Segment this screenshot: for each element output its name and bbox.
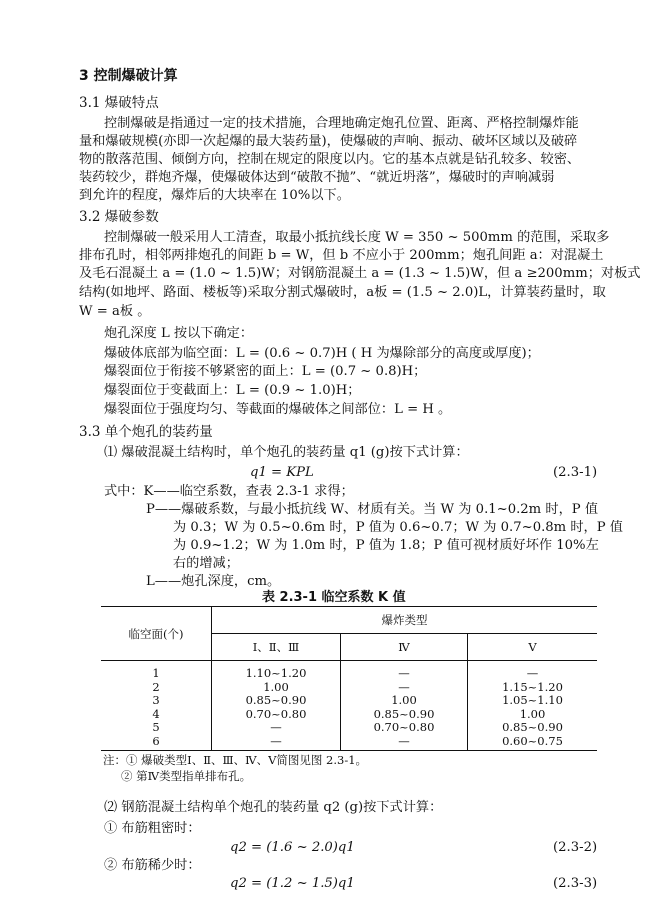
table-cell: 6 [152, 733, 160, 748]
paragraph-line: 物的散落范围、倾倒方向，控制在规定的限度以内。它的基本点就是钻孔较多、较密、 [79, 152, 581, 167]
equation-2-3-2: q2 = (1.6 ~ 2.0)q1 [230, 840, 355, 855]
table-cell: 1.15~1.20 [502, 679, 563, 694]
coefficient-table [101, 606, 597, 751]
table-column-3 [468, 661, 598, 751]
table-header-cell: 临空面(个) [101, 607, 212, 661]
table-cell: — [270, 733, 282, 748]
where-line: 为 0.3；W 为 0.5~0.6m 时，P 值为 0.6~0.7；W 为 0.7~0.8m 时，P 值 [173, 520, 623, 535]
where-line: 右的增减； [173, 556, 239, 571]
table-caption: 表 2.3-1 临空系数 K 值 [262, 590, 406, 605]
equation-number: (2.3-3) [553, 876, 598, 891]
table-column-0 [101, 661, 212, 751]
equation-number: (2.3-2) [553, 840, 598, 855]
where-line: 式中：K——临空系数，查表 2.3-1 求得； [104, 484, 354, 499]
table-cell: 0.85~0.90 [502, 720, 563, 734]
equation-number: (2.3-1) [553, 465, 598, 480]
paragraph-line: 量和爆破规模(亦即一次起爆的最大装药量)，使爆破的声响、振动、破坏区域以及破碎 [79, 134, 578, 149]
table-cell: 0.85~0.90 [373, 706, 435, 721]
table-subheader-cell: Ⅴ [468, 634, 598, 661]
table-cell: 1.05~1.10 [502, 693, 563, 707]
table-cell: — [398, 666, 410, 680]
paragraph-line: 到允许的程度，爆炸后的大块率在 10%以下。 [79, 188, 350, 203]
table-cell: 1.00 [519, 706, 546, 721]
depth-line: 爆破体底部为临空面：L = (0.6 ~ 0.7)H ( H 为爆除部分的高度或厚度)； [104, 346, 540, 361]
depth-line: 爆裂面位于衔接不够紧密的面上：L = (0.7 ~ 0.8)H； [104, 364, 427, 379]
heading-3-3: 3.3 单个炮孔的装药量 [79, 424, 213, 440]
table-cell: 0.60~0.75 [502, 733, 563, 748]
depth-line: 炮孔深度 L 按以下确定： [104, 326, 254, 341]
case-dense: ① 布筋粗密时： [104, 821, 201, 836]
table-header-cell: 爆炸类型 [212, 607, 598, 634]
item-1: ⑴ 爆破混凝土结构时，单个炮孔的装药量 q1 (g)按下式计算： [104, 445, 469, 460]
table-cell: 0.70~0.80 [245, 706, 307, 721]
depth-line: 爆裂面位于强度均匀、等截面的爆破体之间部位：L = H 。 [104, 402, 452, 417]
table-cell: — [398, 679, 410, 694]
table-cell: 1.00 [391, 693, 417, 707]
equation-2-3-3: q2 = (1.2 ~ 1.5)q1 [230, 876, 355, 891]
paragraph-line: 排布孔时，相邻两排炮孔的间距 b = W，但 b 不应小于 200mm；炮孔间距 a：对混凝土 [79, 248, 604, 263]
table-cell: 1.10~1.20 [245, 666, 307, 680]
table-cell: — [270, 720, 282, 734]
table-cell: 3 [152, 693, 160, 707]
paragraph-line: 控制爆破一般采用人工清查，取最小抵抗线长度 W = 350 ~ 500mm 的范围，采取多 [104, 230, 610, 245]
table-note: ② 第Ⅳ类型指单排布孔。 [121, 769, 252, 783]
table-cell: 1 [152, 666, 160, 680]
table-column-2 [341, 661, 468, 751]
depth-line: 爆裂面位于变截面上：L = (0.9 ~ 1.0)H； [104, 383, 361, 398]
table-column-1 [212, 661, 341, 751]
table-note: 注：① 爆破类型Ⅰ、Ⅱ、Ⅲ、Ⅳ、Ⅴ简图见图 2.3-1。 [103, 753, 368, 767]
paragraph-line: 装药较少，群炮齐爆，使爆破体达到“破散不抛”、“就近坍落”，爆破时的声响减弱 [79, 170, 555, 185]
paragraph-line: 结构(如地坪、路面、楼板等)采取分割式爆破时，a板 = (1.5 ~ 2.0)L，计算装药量时，取 [79, 285, 606, 300]
heading-3-1: 3.1 爆破特点 [79, 95, 159, 111]
section-title: 3 控制爆破计算 [79, 68, 178, 84]
table-cell: 5 [152, 720, 160, 734]
table-cell: 0.85~0.90 [245, 693, 307, 707]
table-cell: 4 [152, 706, 160, 721]
where-line: L——炮孔深度，cm。 [146, 574, 281, 589]
paragraph-line: 及毛石混凝土 a = (1.0 ~ 1.5)W；对钢筋混凝土 a = (1.3 ~ 1.5)W，但 a ≥200mm；对板式 [79, 266, 641, 281]
table-subheader-cell: Ⅰ、Ⅱ、Ⅲ [212, 634, 341, 661]
equation-2-3-1: q1 = KPL [250, 465, 314, 480]
table-cell: 1.00 [263, 679, 289, 694]
heading-3-2: 3.2 爆破参数 [79, 209, 159, 225]
paragraph-line: W = a板 。 [79, 304, 151, 319]
table-cell: 0.70~0.80 [373, 720, 435, 734]
table-cell: — [398, 733, 410, 748]
paragraph-line: 控制爆破是指通过一定的技术措施，合理地确定炮孔位置、距离、严格控制爆炸能 [104, 116, 579, 131]
item-2: ⑵ 钢筋混凝土结构单个炮孔的装药量 q2 (g)按下式计算： [104, 800, 443, 815]
where-line: 为 0.9~1.2；W 为 1.0m 时，P 值为 1.8；P 值可视材质好坏作 10%左 [173, 538, 599, 553]
table-cell: 2 [152, 679, 160, 694]
where-line: P——爆破系数，与最小抵抗线 W、材质有关。当 W 为 0.1~0.2m 时，P 值 [146, 502, 599, 517]
table-subheader-cell: Ⅳ [341, 634, 468, 661]
case-sparse: ② 布筋稀少时： [104, 858, 201, 873]
table-cell: — [526, 666, 539, 680]
